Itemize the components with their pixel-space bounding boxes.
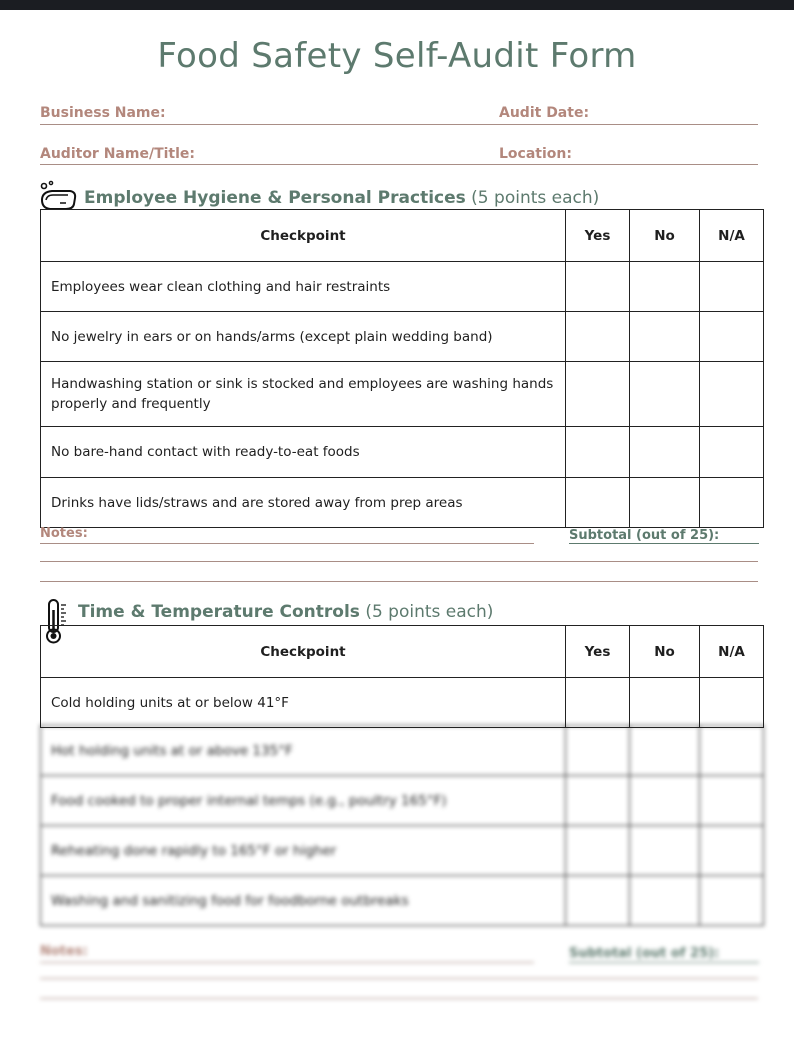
- checkpoint-cell: Cold holding units at or below 41°F: [41, 678, 566, 728]
- na-checkbox-cell[interactable]: [700, 362, 764, 427]
- yes-checkbox-cell[interactable]: [566, 262, 630, 312]
- checkpoint-cell: Drinks have lids/straws and are stored away from prep areas: [41, 478, 566, 528]
- yes-checkbox-cell[interactable]: [566, 726, 630, 776]
- hygiene-notes-label: Notes:: [40, 526, 88, 541]
- hygiene-subtotal-line[interactable]: [569, 543, 759, 544]
- na-checkbox-cell[interactable]: [700, 876, 764, 926]
- checkpoint-cell: Reheating done rapidly to 165°F or higher: [41, 826, 566, 876]
- table-row: [41, 362, 764, 427]
- no-checkbox-cell[interactable]: [630, 427, 700, 478]
- table-row: [41, 478, 764, 528]
- no-checkbox-cell[interactable]: [630, 826, 700, 876]
- hygiene-table: [40, 209, 764, 528]
- table-row: [41, 312, 764, 362]
- temperature-notes-area: [0, 926, 794, 1016]
- temperature-notes-line[interactable]: [40, 962, 534, 963]
- yes-checkbox-cell[interactable]: [566, 362, 630, 427]
- temperature-notes-line-2[interactable]: [40, 978, 758, 979]
- auditor-label: Auditor Name/Title:: [40, 146, 196, 162]
- no-checkbox-cell[interactable]: [630, 726, 700, 776]
- na-checkbox-cell[interactable]: [700, 427, 764, 478]
- table-row: [41, 876, 764, 926]
- no-header: No: [630, 626, 700, 678]
- section-hygiene-heading: [84, 188, 599, 208]
- checkpoint-header: Checkpoint: [41, 626, 566, 678]
- auditor-line[interactable]: [40, 164, 758, 165]
- yes-checkbox-cell[interactable]: [566, 876, 630, 926]
- na-checkbox-cell[interactable]: [700, 826, 764, 876]
- yes-checkbox-cell[interactable]: [566, 678, 630, 728]
- table-row: [41, 826, 764, 876]
- section-temperature-heading: [78, 602, 493, 622]
- table-row: [41, 726, 764, 776]
- temperature-table: [40, 625, 764, 728]
- na-header: N/A: [700, 626, 764, 678]
- yes-header: Yes: [566, 626, 630, 678]
- no-checkbox-cell[interactable]: [630, 262, 700, 312]
- hygiene-subtotal-label: Subtotal (out of 25):: [569, 528, 720, 543]
- na-checkbox-cell[interactable]: [700, 312, 764, 362]
- no-checkbox-cell[interactable]: [630, 776, 700, 826]
- table-row: [41, 427, 764, 478]
- blurred-preview-region: [0, 725, 794, 1016]
- na-checkbox-cell[interactable]: [700, 262, 764, 312]
- section-temperature-title: Time & Temperature Controls: [78, 602, 360, 622]
- no-checkbox-cell[interactable]: [630, 876, 700, 926]
- no-checkbox-cell[interactable]: [630, 478, 700, 528]
- checkpoint-cell: Washing and sanitizing food for foodborne outbreaks: [41, 876, 566, 926]
- section-hygiene-points: (5 points each): [471, 188, 600, 208]
- page-title: Food Safety Self-Audit Form: [157, 36, 637, 76]
- section-temperature-points: (5 points each): [365, 602, 494, 622]
- temperature-subtotal-label: Subtotal (out of 25):: [569, 946, 720, 961]
- hygiene-notes-line-2[interactable]: [40, 561, 758, 562]
- no-checkbox-cell[interactable]: [630, 362, 700, 427]
- checkpoint-cell: Food cooked to proper internal temps (e.g., poultry 165°F): [41, 776, 566, 826]
- business-name-label: Business Name:: [40, 105, 166, 121]
- yes-checkbox-cell[interactable]: [566, 776, 630, 826]
- yes-checkbox-cell[interactable]: [566, 478, 630, 528]
- checkpoint-cell: No jewelry in ears or on hands/arms (except plain wedding band): [41, 312, 566, 362]
- checkpoint-cell: Employees wear clean clothing and hair restraints: [41, 262, 566, 312]
- na-checkbox-cell[interactable]: [700, 478, 764, 528]
- temperature-table-continued: [40, 725, 764, 926]
- section-hygiene-title: Employee Hygiene & Personal Practices: [84, 188, 466, 208]
- audit-date-label: Audit Date:: [499, 105, 590, 121]
- checkpoint-cell: Hot holding units at or above 135°F: [41, 726, 566, 776]
- table-row: [41, 262, 764, 312]
- business-name-line[interactable]: [40, 124, 758, 125]
- checkpoint-cell: No bare-hand contact with ready-to-eat foods: [41, 427, 566, 478]
- temperature-subtotal-line[interactable]: [569, 962, 759, 963]
- table-row: [41, 776, 764, 826]
- table-header-row: [41, 626, 764, 678]
- na-checkbox-cell[interactable]: [700, 678, 764, 728]
- temperature-notes-line-3[interactable]: [40, 998, 758, 999]
- table-row: [41, 678, 764, 728]
- checkpoint-cell: Handwashing station or sink is stocked and employees are washing hands properly and frequently: [41, 362, 566, 427]
- top-bar: [0, 0, 794, 10]
- checkpoint-header: Checkpoint: [41, 210, 566, 262]
- yes-checkbox-cell[interactable]: [566, 826, 630, 876]
- no-checkbox-cell[interactable]: [630, 678, 700, 728]
- hygiene-notes-line[interactable]: [40, 543, 534, 544]
- na-header: N/A: [700, 210, 764, 262]
- na-checkbox-cell[interactable]: [700, 776, 764, 826]
- yes-checkbox-cell[interactable]: [566, 312, 630, 362]
- na-checkbox-cell[interactable]: [700, 726, 764, 776]
- no-checkbox-cell[interactable]: [630, 312, 700, 362]
- location-label: Location:: [499, 146, 572, 162]
- temperature-notes-label: Notes:: [40, 944, 88, 959]
- no-header: No: [630, 210, 700, 262]
- table-header-row: [41, 210, 764, 262]
- yes-checkbox-cell[interactable]: [566, 427, 630, 478]
- yes-header: Yes: [566, 210, 630, 262]
- hygiene-notes-line-3[interactable]: [40, 581, 758, 582]
